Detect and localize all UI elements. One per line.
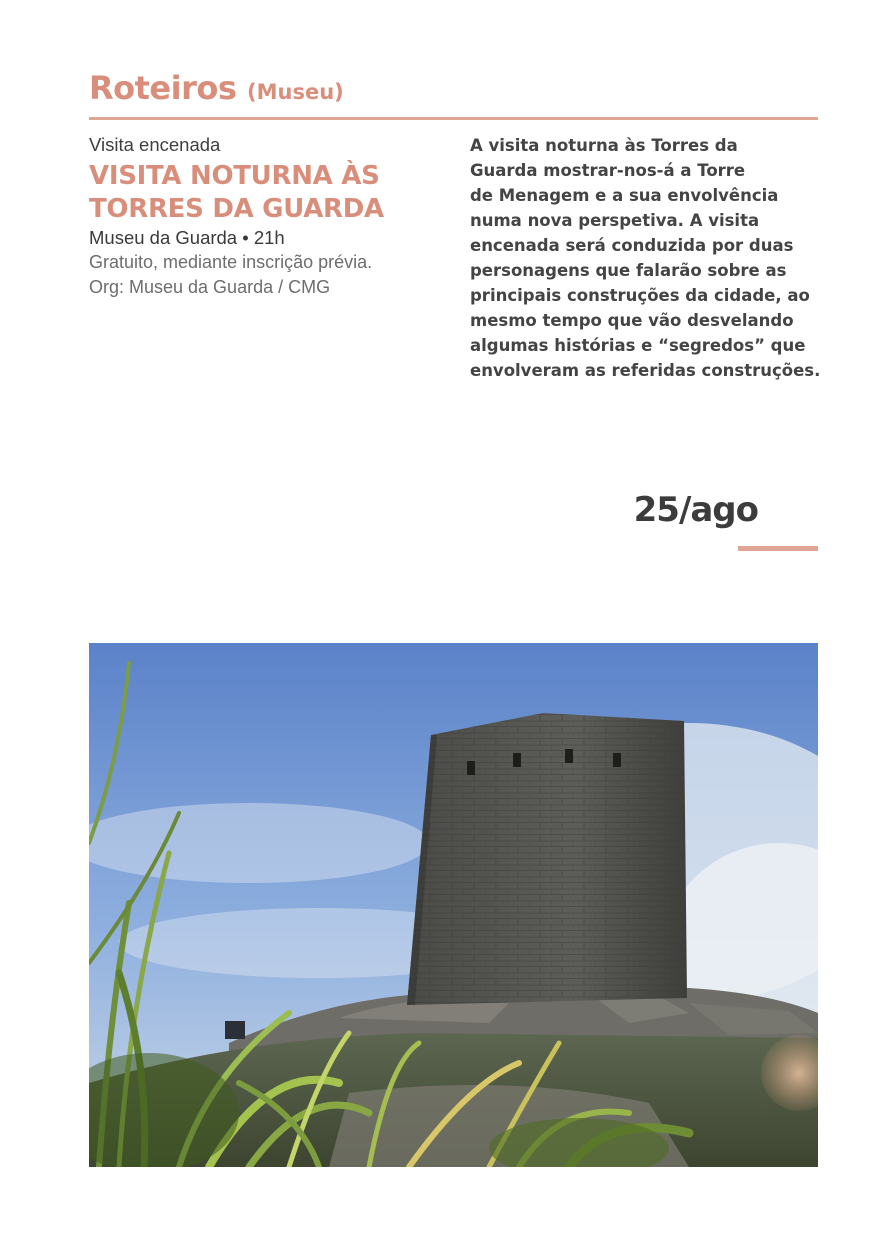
page-header (89, 66, 818, 114)
event-price: Gratuito, mediante inscrição prévia. (89, 252, 373, 272)
event-description (470, 133, 820, 383)
section-title-text: Roteiros (89, 69, 237, 107)
description-line: Guarda mostrar-nos-á a Torre (470, 161, 746, 180)
event-title-line1: VISITA NOTURNA ÀS (89, 161, 380, 191)
description-line: encenada será conduzida por duas (470, 236, 794, 255)
description-line: numa nova perspetiva. A visita (470, 211, 760, 230)
description-line: personagens que falarão sobre as (470, 261, 787, 280)
header-divider (89, 117, 818, 120)
description-line: algumas histórias e “segredos” que (470, 336, 806, 355)
description-line: principais construções da cidade, ao (470, 286, 810, 305)
description-line: A visita noturna às Torres da (470, 136, 738, 155)
event-organizer: Org: Museu da Guarda / CMG (89, 277, 331, 297)
event-kicker: Visita encenada (89, 134, 221, 155)
event-info (89, 133, 449, 300)
section-subtitle: (Museu) (247, 80, 344, 104)
event-title-line2: TORRES DA GUARDA (89, 194, 384, 224)
event-venue-time: Museu da Guarda • 21h (89, 227, 285, 248)
event-date: 25/ago (633, 490, 758, 530)
description-line: envolveram as referidas construções. (470, 361, 821, 380)
section-title (89, 66, 818, 114)
tower-photo (89, 643, 818, 1167)
description-line: mesmo tempo que vão desvelando (470, 311, 794, 330)
date-accent-bar (738, 546, 818, 551)
event-title (89, 160, 449, 226)
description-line: de Menagem e a sua envolvência (470, 186, 779, 205)
